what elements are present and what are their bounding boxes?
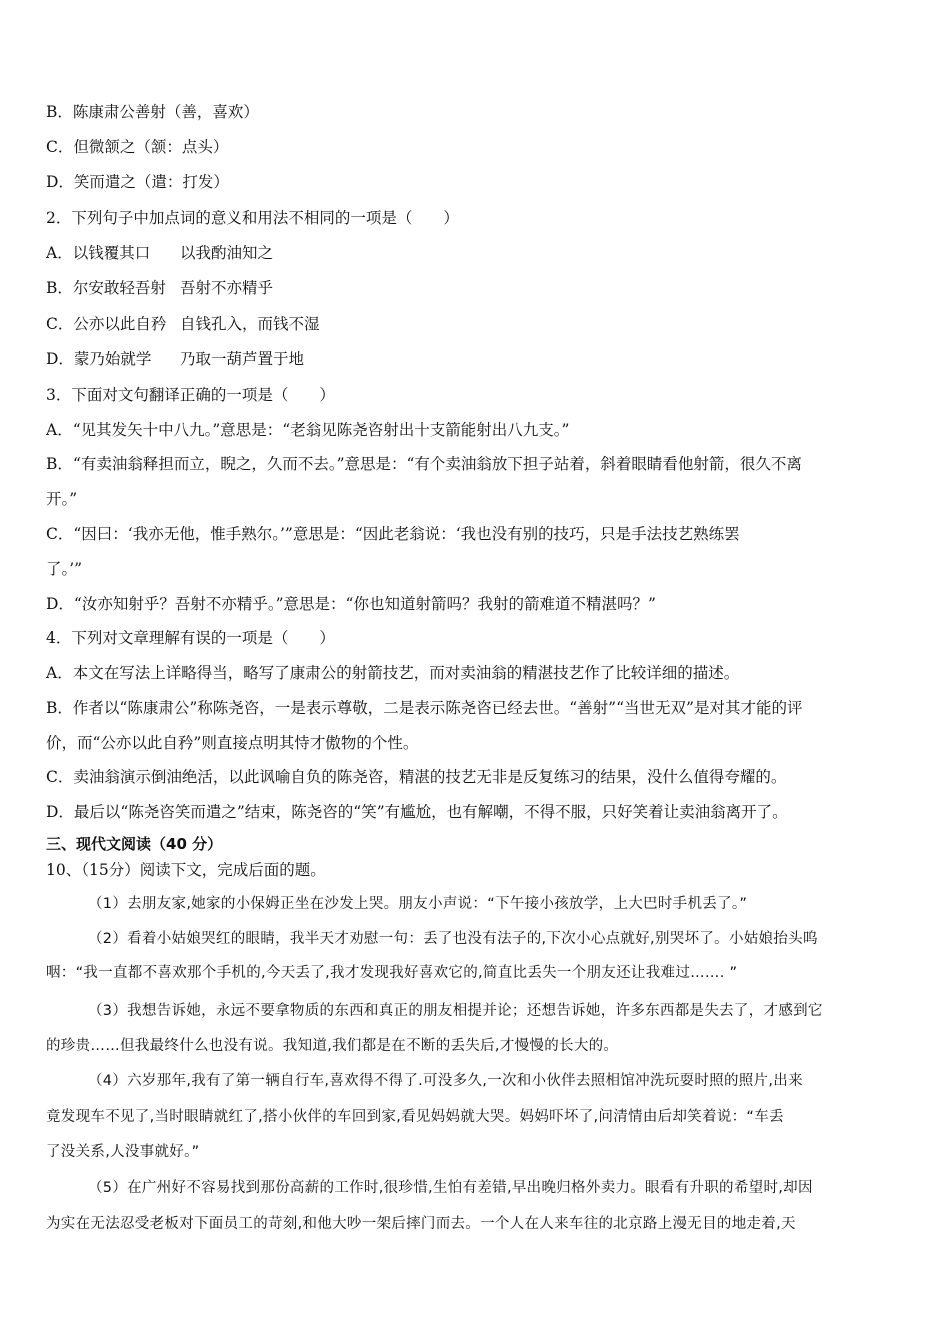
passage-p4-cont2: 了没关系,人没事就好。” [46, 1144, 200, 1160]
q2-option-c [46, 313, 908, 335]
q4-option-d: D．最后以“陈尧咨笑而遣之”结束，陈尧咨的“笑”有尴尬，也有解嘲，不得不服，只好笑着让卖油翁离开了。 [46, 803, 788, 821]
q2-option-d [46, 348, 908, 370]
q2-option-a [46, 242, 908, 264]
q4-option-b: B．作者以“陈康肃公”称陈尧咨，一是表示尊敬，二是表示陈尧咨已经去世。“善射”“当世无双”是对其才能的评 [46, 699, 803, 717]
q2-option-c-left: C．公亦以此自矜 [46, 315, 167, 333]
q4-stem: 4．下列对文章理解有误的一项是（ ） [46, 629, 335, 647]
q2-option-c-right: 自钱孔入，而钱不湿 [180, 315, 320, 333]
q3-option-d: D．“汝亦知射乎？吾射不亦精乎。”意思是：“你也知道射箭吗？我射的箭难道不精湛吗？” [46, 595, 656, 613]
q2-stem: 2．下列句子中加点词的意义和用法不相同的一项是（ ） [46, 209, 459, 227]
passage-p2: （2）看着小姑娘哭红的眼睛，我半天才劝慰一句：丢了也没有法子的,下次小心点就好,别哭坏了。小姑娘抬头呜 [88, 931, 818, 947]
passage-p3: （3）我想告诉她，永远不要拿物质的东西和真正的朋友相提并论；还想告诉她，许多东西都是失去了，才感到它 [88, 1003, 823, 1019]
passage-p3-cont: 的珍贵……但我最终什么也没有说。我知道,我们都是在不断的丢失后,才慢慢的长大的。 [46, 1038, 619, 1054]
q1-option-b: B．陈康肃公善射（善，喜欢） [46, 103, 259, 121]
passage-p1: （1）去朋友家,她家的小保姆正坐在沙发上哭。朋友小声说：“下午接小孩放学，上大巴时手机丢了。” [88, 896, 748, 912]
passage-p4-cont1: 竟发现车不见了,当时眼睛就红了,搭小伙伴的车回到家,看见妈妈就大哭。妈妈吓坏了,问清情由后却笑着说：“车丢 [46, 1109, 784, 1125]
q2-option-d-left: D．蒙乃始就学 [46, 350, 152, 368]
passage-p2-cont: 咽：“我一直都不喜欢那个手机的,今天丢了,我才发现我好喜欢它的,简直比丢失一个朋友还让我难过……. ” [46, 965, 738, 981]
q2-option-b-right: 吾射不亦精乎 [180, 279, 274, 297]
q2-option-a-left: A．以钱覆其口 [46, 244, 151, 262]
q4-option-b-cont: 价，而“公亦以此自矜”则直接点明其恃才傲物的个性。 [46, 734, 419, 752]
q2-option-b [46, 277, 908, 299]
q10-stem: 10、（15分）阅读下文，完成后面的题。 [46, 861, 326, 879]
q2-option-d-right: 乃取一葫芦置于地 [180, 350, 305, 368]
q3-option-b: B．“有卖油翁释担而立，睨之，久而不去。”意思是：“有个卖油翁放下担子站着，斜着眼睛看他射箭，很久不离 [46, 455, 802, 473]
q2-option-b-left: B．尔安敢轻吾射 [46, 279, 166, 297]
q4-option-c: C．卖油翁演示倒油绝活，以此讽喻自负的陈尧咨，精湛的技艺无非是反复练习的结果，没什么值得夸耀的。 [46, 768, 787, 786]
q3-option-c: C．“因曰：‘我亦无他，惟手熟尔。’”意思是：“因此老翁说：‘我也没有别的技巧，只是手法技艺熟练罢 [46, 525, 740, 543]
q3-option-b-cont: 开。” [46, 490, 78, 508]
passage-p5-cont: 为实在无法忍受老板对下面员工的苛刻,和他大吵一架后摔门而去。一个人在人来车往的北京路上漫无目的地走着,天 [46, 1216, 796, 1232]
q1-option-d: D．笑而遣之（遣：打发） [46, 173, 229, 191]
q3-option-c-cont: 了。’” [46, 560, 83, 578]
q3-option-a: A．“见其发矢十中八九。”意思是：“老翁见陈尧咨射出十支箭能射出八九支。” [46, 421, 570, 439]
section-heading: 三、现代文阅读（40 分） [46, 835, 223, 853]
q4-option-a: A．本文在写法上详略得当，略写了康肃公的射箭技艺，而对卖油翁的精湛技艺作了比较详细的描述。 [46, 664, 740, 682]
passage-p4: （4）六岁那年,我有了第一辆自行车,喜欢得不得了.可没多久,一次和小伙伴去照相馆冲洗玩耍时照的照片,出来 [88, 1073, 803, 1089]
q1-option-c: C．但微颔之（颔：点头） [46, 138, 229, 156]
passage-p5: （5）在广州好不容易找到那份高薪的工作时,很珍惜,生怕有差错,早出晚归格外卖力。眼看有升职的希望时,却因 [88, 1180, 813, 1196]
q3-stem: 3．下面对文句翻译正确的一项是（ ） [46, 386, 335, 404]
q2-option-a-right: 以我酌油知之 [180, 244, 274, 262]
